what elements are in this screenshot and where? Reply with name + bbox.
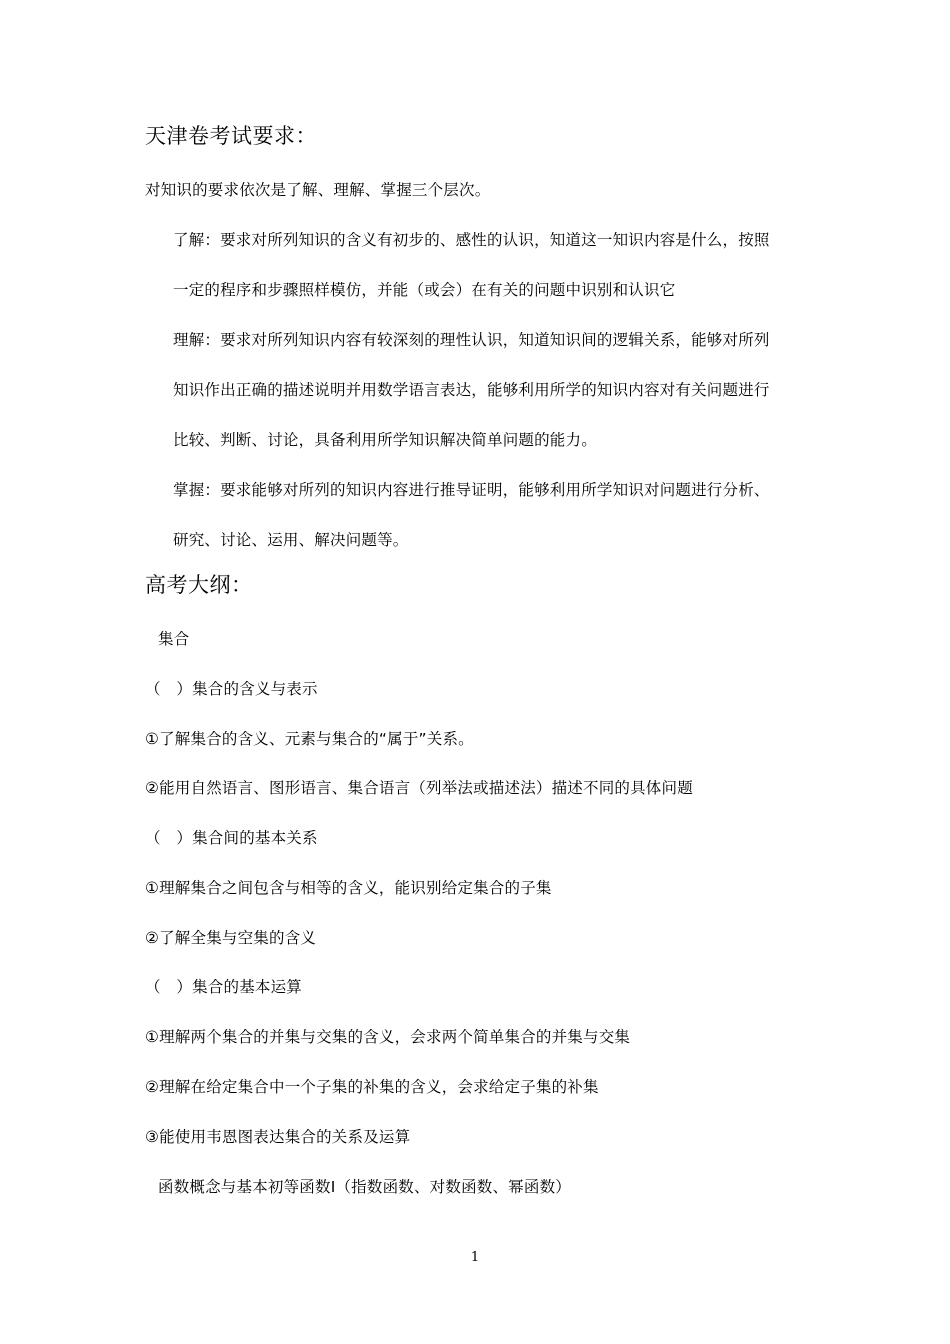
subtopic-item: ③能使用韦恩图表达集合的关系及运算 <box>145 1128 411 1146</box>
level-master-line-2: 研究、讨论、运用、解决问题等。 <box>173 531 409 549</box>
subtopic-item: ②了解全集与空集的含义 <box>145 929 317 947</box>
subtopic-item: ②能用自然语言、图形语言、集合语言（列举法或描述法）描述不同的具体问题 <box>145 779 693 797</box>
level-understand-line-2: 一定的程序和步骤照样模仿，并能（或会）在有关的问题中识别和认识它 <box>173 281 676 299</box>
subtopic-meaning-representation: （ ）集合的含义与表示 <box>145 680 318 698</box>
level-comprehend-line-2: 知识作出正确的描述说明并用数学语言表达，能够利用所学的知识内容对有关问题进行 <box>173 381 770 399</box>
level-understand-line-1: 了解：要求对所列知识的含义有初步的、感性的认识，知道这一知识内容是什么，按照 <box>173 231 770 249</box>
syllabus-heading: 高考大纲： <box>145 573 253 597</box>
subtopic-basic-relations: （ ）集合间的基本关系 <box>145 829 318 847</box>
subtopic-item: ①理解集合之间包含与相等的含义，能识别给定集合的子集 <box>145 879 552 897</box>
topic-sets: 集合 <box>158 630 190 648</box>
level-comprehend-line-1: 理解：要求对所列知识内容有较深刻的理性认识，知道知识间的逻辑关系，能够对所列 <box>173 331 770 349</box>
subtopic-item: ①理解两个集合的并集与交集的含义，会求两个简单集合的并集与交集 <box>145 1028 631 1046</box>
requirements-intro: 对知识的要求依次是了解、理解、掌握三个层次。 <box>145 181 491 199</box>
subtopic-basic-operations: （ ）集合的基本运算 <box>145 978 303 996</box>
level-master-line-1: 掌握：要求能够对所列的知识内容进行推导证明，能够利用所学知识对问题进行分析、 <box>173 481 770 499</box>
page-number: 1 <box>470 1250 480 1265</box>
exam-requirements-heading: 天津卷考试要求： <box>145 124 317 148</box>
topic-functions: 函数概念与基本初等函数Ⅰ（指数函数、对数函数、幂函数） <box>158 1178 571 1196</box>
subtopic-item: ②理解在给定集合中一个子集的补集的含义，会求给定子集的补集 <box>145 1078 599 1096</box>
subtopic-item: ①了解集合的含义、元素与集合的“属于”关系。 <box>145 730 474 748</box>
level-comprehend-line-3: 比较、判断、讨论，具备利用所学知识解决简单问题的能力。 <box>173 431 597 449</box>
